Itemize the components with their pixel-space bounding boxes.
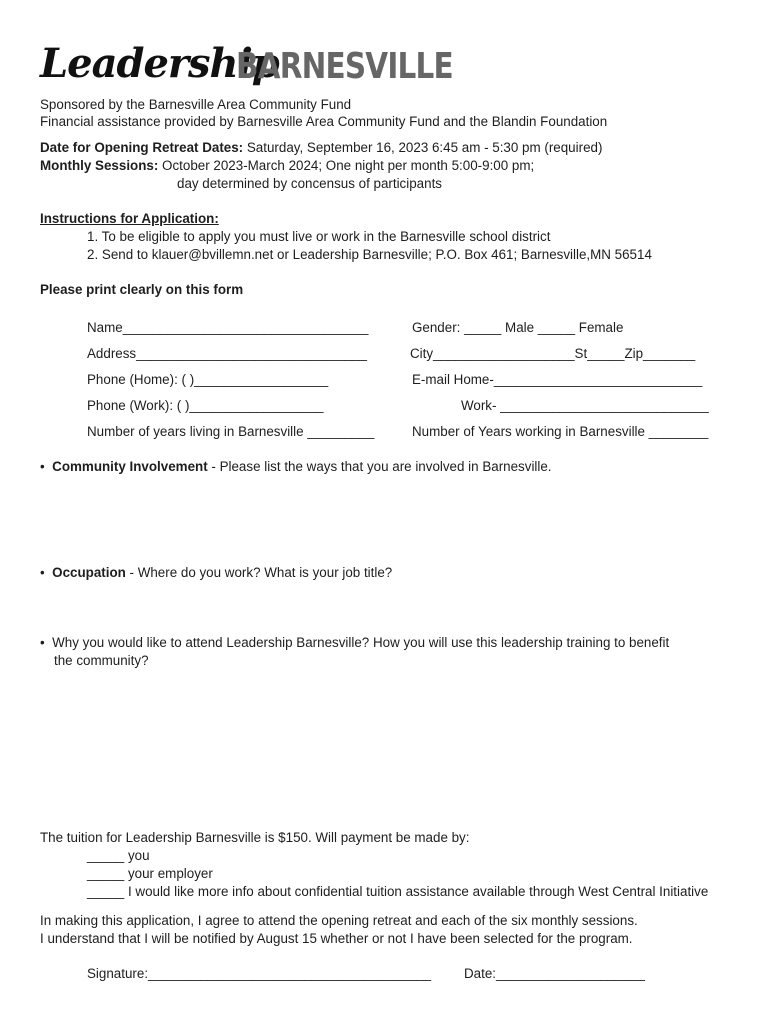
years-working-field[interactable]: Number of Years working in Barnesville ________ xyxy=(412,424,709,439)
retreat-dates xyxy=(40,140,602,155)
occupation-question xyxy=(40,565,392,580)
gender-field[interactable]: Gender: _____ Male _____ Female xyxy=(412,320,624,335)
signature-field[interactable]: Signature:______________________________________ xyxy=(87,966,432,981)
name-field[interactable]: Name_________________________________ xyxy=(87,320,369,335)
monthly-label: Monthly Sessions: xyxy=(40,158,159,173)
occupation-text: - Where do you work? What is your job title? xyxy=(125,565,393,580)
agreement-line-2: I understand that I will be notified by August 15 whether or not I have been selected for the program. xyxy=(40,931,633,946)
instruction-item-1: 1. To be eligible to apply you must live or work in the Barnesville school district xyxy=(87,229,551,244)
community-label: Community Involvement xyxy=(52,459,208,474)
why-question xyxy=(40,635,669,650)
email-work-field[interactable]: Work- ____________________________ xyxy=(461,398,709,413)
occupation-label: Occupation xyxy=(52,565,126,580)
print-note: Please print clearly on this form xyxy=(40,282,244,297)
years-living-field[interactable]: Number of years living in Barnesville _________ xyxy=(87,424,375,439)
logo-block-text: BARNESVILLE xyxy=(236,46,453,87)
bullet-icon: • xyxy=(40,565,45,580)
community-question xyxy=(40,459,552,474)
instructions-heading: Instructions for Application: xyxy=(40,211,219,226)
tuition-option-you[interactable]: _____ you xyxy=(87,848,150,863)
retreat-label: Date for Opening Retreat Dates: xyxy=(40,140,244,155)
assistance-line: Financial assistance provided by Barnesville Area Community Fund and the Blandin Foundation xyxy=(40,114,608,129)
logo-script-text: Leadership xyxy=(40,40,279,87)
community-text: - Please list the ways that you are involved in Barnesville. xyxy=(207,459,552,474)
city-field[interactable]: City___________________St_____Zip_______ xyxy=(410,346,696,361)
why-line-2: the community? xyxy=(54,653,149,668)
tuition-option-assistance[interactable]: _____ I would like more info about confidential tuition assistance available through West Central Initiative xyxy=(87,884,709,899)
tuition-intro: The tuition for Leadership Barnesville is $150. Will payment be made by: xyxy=(40,830,470,845)
bullet-icon: • xyxy=(40,635,45,650)
bullet-icon: • xyxy=(40,459,45,474)
monthly-value: October 2023-March 2024; One night per month 5:00-9:00 pm; xyxy=(162,158,535,173)
sponsor-line: Sponsored by the Barnesville Area Community Fund xyxy=(40,97,352,112)
retreat-value: Saturday, September 16, 2023 6:45 am - 5:30 pm (required) xyxy=(246,140,603,155)
phone-home-field[interactable]: Phone (Home): ( )__________________ xyxy=(87,372,329,387)
phone-work-field[interactable]: Phone (Work): ( )__________________ xyxy=(87,398,324,413)
address-field[interactable]: Address_______________________________ xyxy=(87,346,367,361)
agreement-line-1: In making this application, I agree to attend the opening retreat and each of the six monthly sessions. xyxy=(40,913,638,928)
instruction-item-2: 2. Send to klauer@bvillemn.net or Leadership Barnesville; P.O. Box 461; Barnesville,MN 56514 xyxy=(87,247,652,262)
date-field[interactable]: Date:____________________ xyxy=(464,966,645,981)
email-home-field[interactable]: E-mail Home-____________________________ xyxy=(412,372,703,387)
monthly-value-2: day determined by concensus of participants xyxy=(177,176,442,191)
tuition-option-employer[interactable]: _____ your employer xyxy=(87,866,213,881)
monthly-sessions xyxy=(40,158,534,173)
why-line-1: Why you would like to attend Leadership Barnesville? How you will use this leadership training to benefit xyxy=(52,635,670,650)
